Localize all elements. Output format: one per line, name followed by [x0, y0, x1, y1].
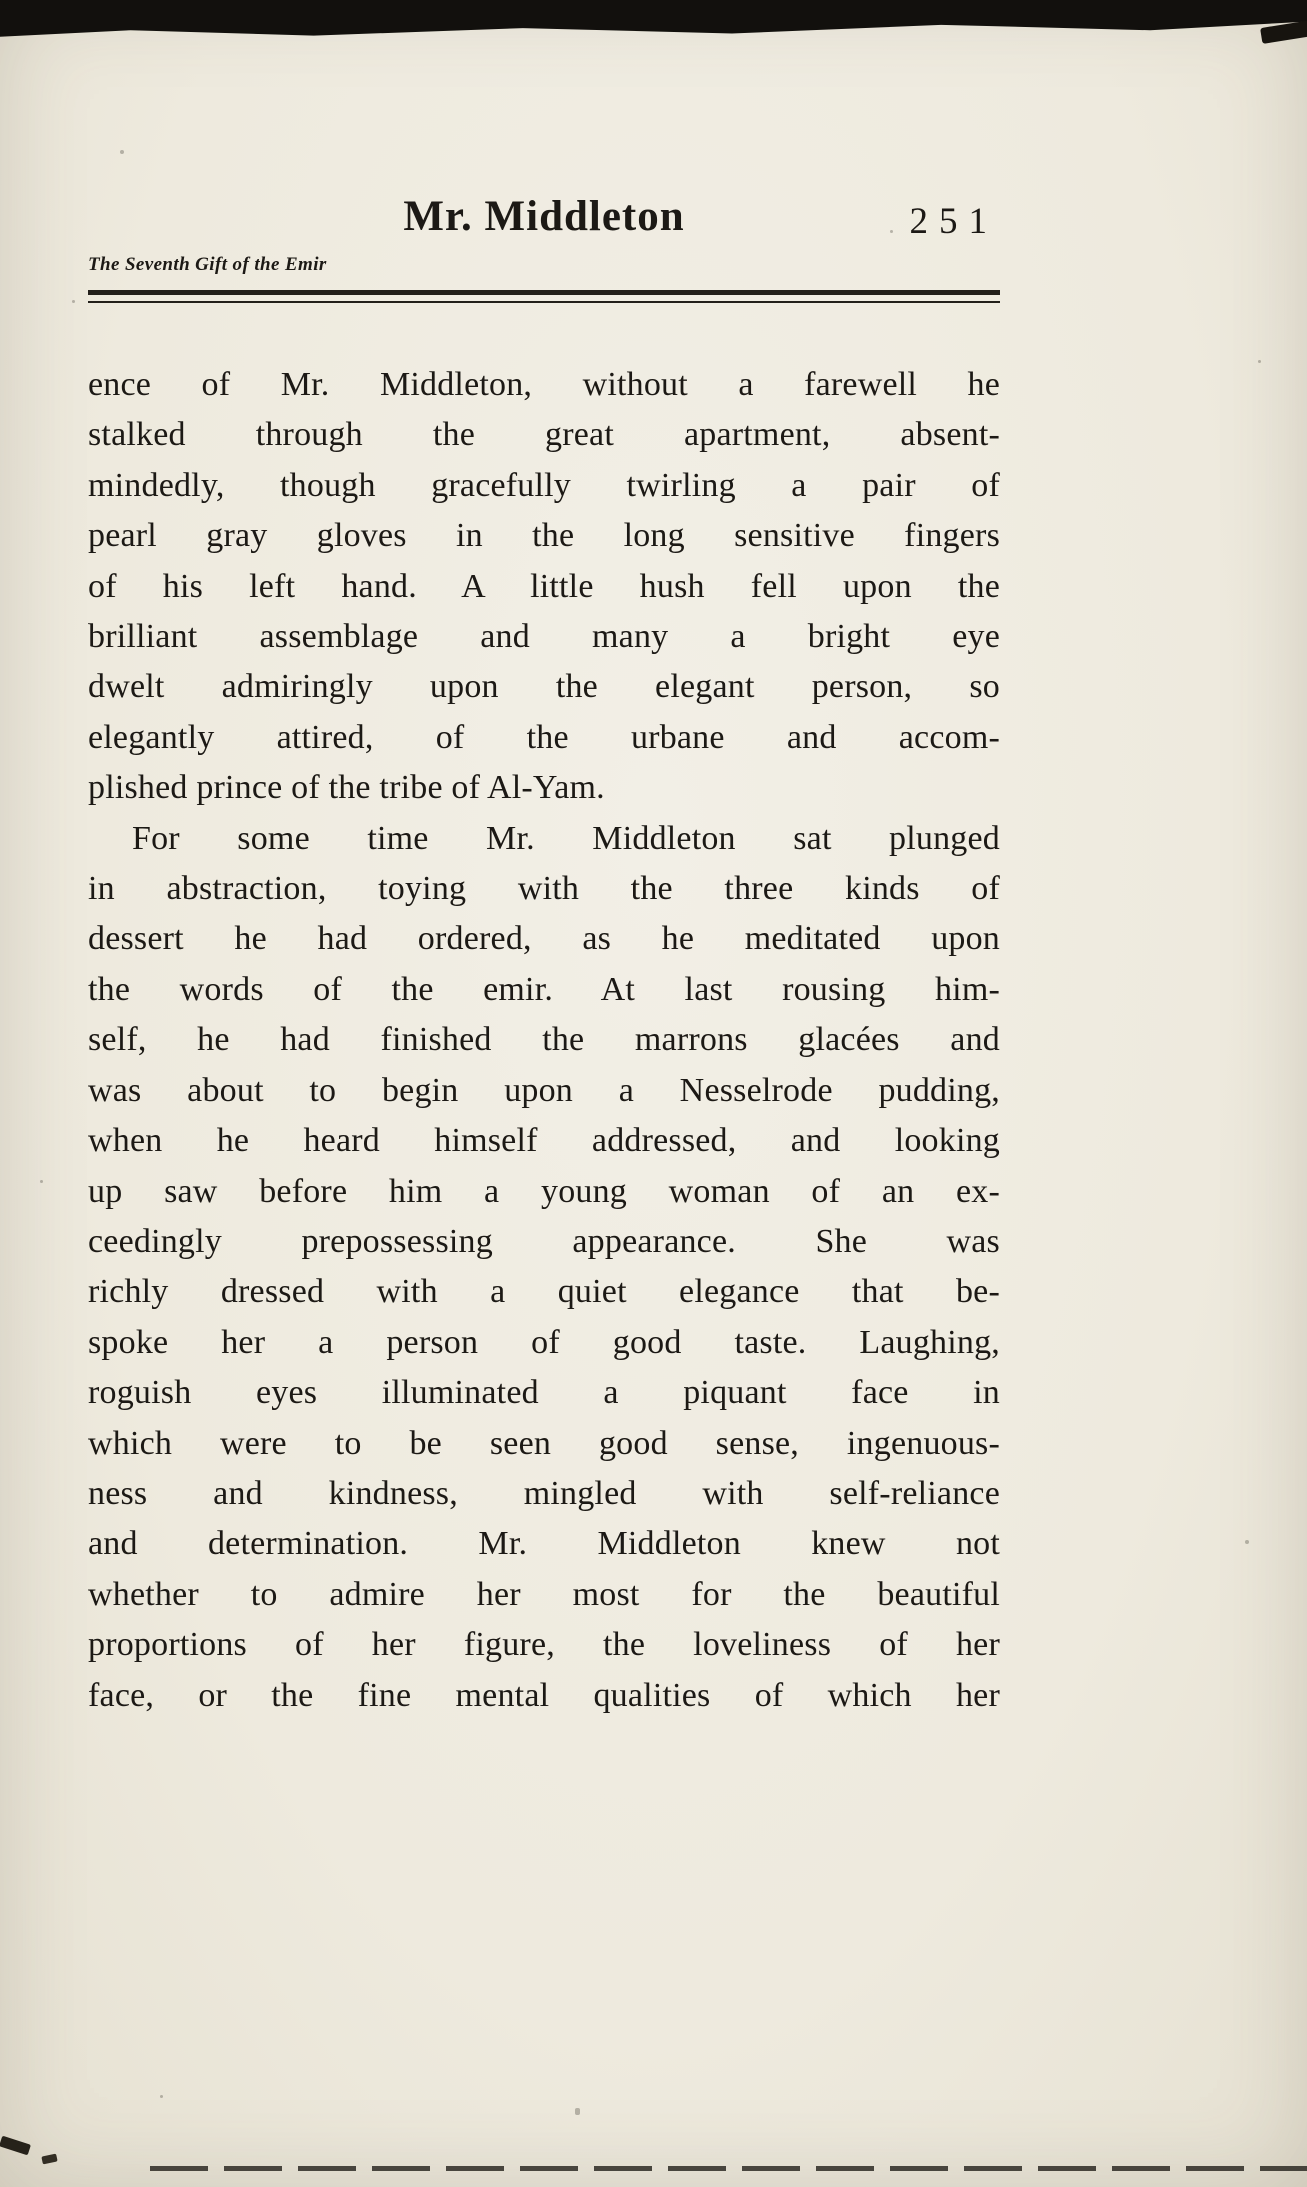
scan-edge-bottom — [150, 2166, 1307, 2171]
page-number: 251 — [909, 201, 998, 242]
text-line: self, he had finished the marrons glacées and — [88, 1021, 1000, 1059]
text-line: elegantly attired, of the urbane and accom- — [88, 718, 1000, 756]
text-line: pearl gray gloves in the long sensitive fingers — [88, 517, 1000, 555]
text-line: face, or the fine mental qualities of which her — [88, 1676, 1000, 1714]
scan-speck-bottom-left — [0, 2136, 31, 2156]
text-line: and determination. Mr. Middleton knew not — [88, 1525, 1000, 1563]
text-line: whether to admire her most for the beautiful — [88, 1575, 1000, 1613]
scan-speck-bottom-left-2 — [41, 2154, 57, 2165]
header-rule — [88, 290, 1000, 303]
text-line: in abstraction, toying with the three kinds of — [88, 870, 1000, 908]
text-line: dessert he had ordered, as he meditated upon — [88, 920, 1000, 958]
text-line: of his left hand. A little hush fell upon the — [88, 567, 1000, 605]
text-line: ence of Mr. Middleton, without a farewell he — [88, 366, 1000, 403]
page-header-title: Mr. Middleton — [403, 193, 685, 240]
text-line: spoke her a person of good taste. Laughing, — [88, 1323, 1000, 1361]
text-line: proportions of her figure, the loveliness of her — [88, 1626, 1000, 1664]
text-line: which were to be seen good sense, ingenuous- — [88, 1424, 1000, 1462]
text-line: mindedly, though gracefully twirling a pair of — [88, 466, 1000, 504]
text-line: For some time Mr. Middleton sat plunged — [132, 819, 1000, 857]
text-line: ness and kindness, mingled with self-reliance — [88, 1474, 1000, 1512]
running-title: The Seventh Gift of the Emir — [88, 254, 327, 275]
text-line: the words of the emir. At last rousing him- — [88, 970, 1000, 1008]
text-line: when he heard himself addressed, and looking — [88, 1122, 1000, 1160]
text-line: ceedingly prepossessing appearance. She was — [88, 1222, 1000, 1260]
text-line: brilliant assemblage and many a bright eye — [88, 618, 1000, 656]
text-column — [88, 0, 1000, 2187]
text-line: up saw before him a young woman of an ex- — [88, 1172, 1000, 1210]
text-line: richly dressed with a quiet elegance that be- — [88, 1273, 1000, 1311]
text-line: plished prince of the tribe of Al-Yam. — [88, 769, 605, 807]
text-line: was about to begin upon a Nesselrode pudding, — [88, 1071, 1000, 1109]
text-line: dwelt admiringly upon the elegant person, so — [88, 668, 1000, 706]
text-line: roguish eyes illuminated a piquant face in — [88, 1374, 1000, 1412]
text-line: stalked through the great apartment, absent- — [88, 416, 1000, 454]
body-text — [88, 360, 1000, 1721]
